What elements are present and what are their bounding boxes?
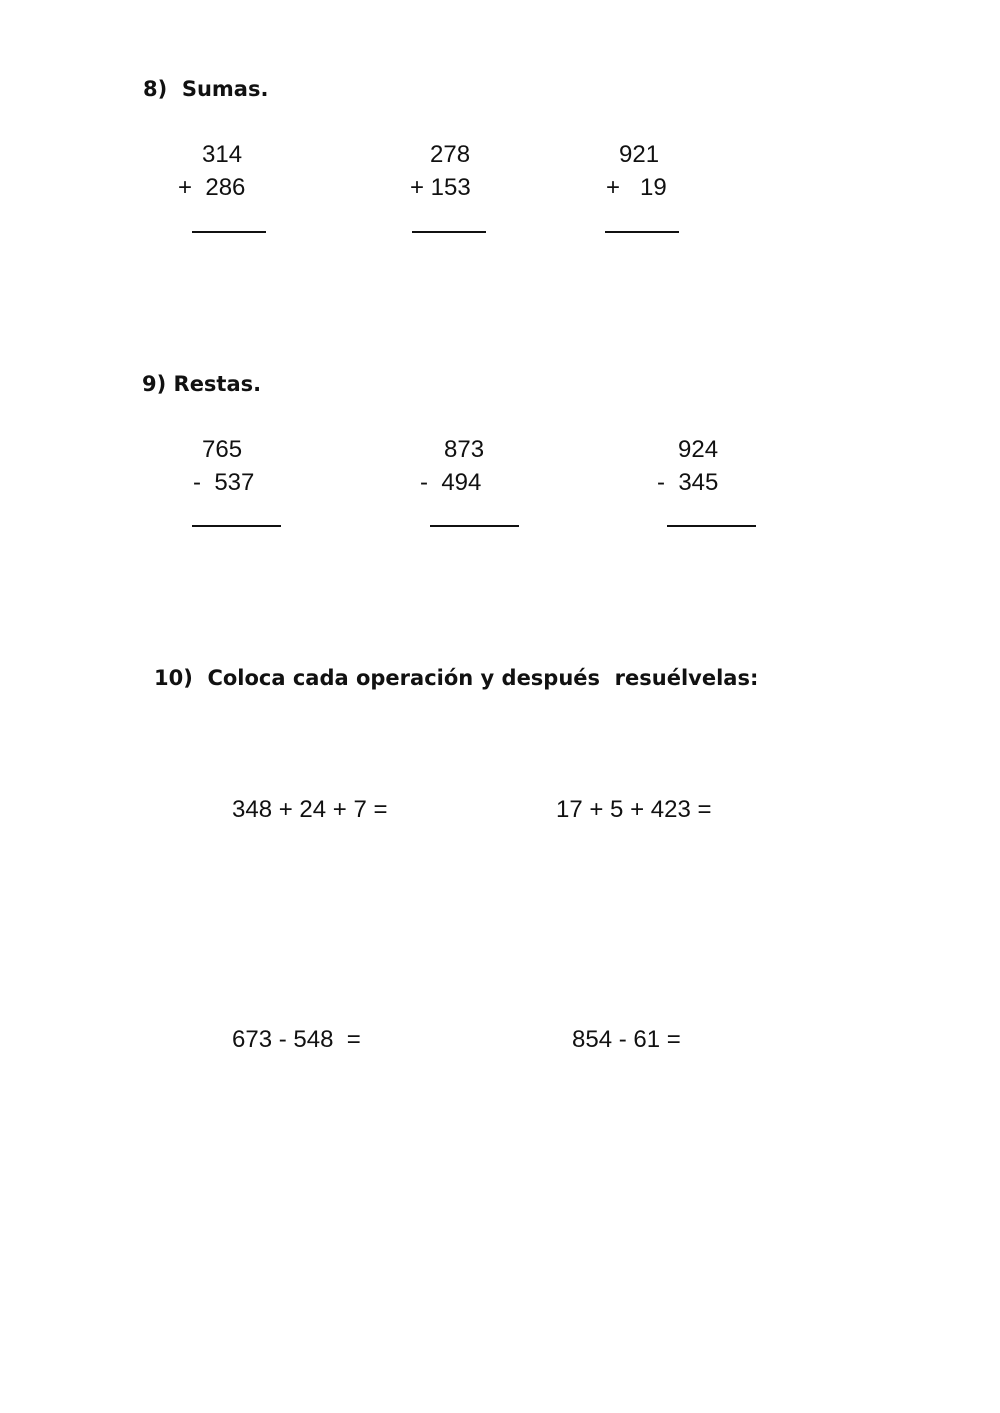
resta-2-answer-line — [430, 525, 519, 527]
resta-2-bottom: - 494 — [420, 469, 482, 496]
suma-1-answer-line — [192, 231, 266, 233]
operacion-2: 17 + 5 + 423 = — [556, 796, 712, 823]
resta-1-top: 765 — [202, 436, 243, 463]
operacion-3: 673 - 548 = — [232, 1026, 361, 1053]
resta-3-top: 924 — [678, 436, 719, 463]
suma-3-bottom: + 19 — [606, 174, 667, 201]
resta-3-answer-line — [667, 525, 756, 527]
suma-3-answer-line — [605, 231, 679, 233]
resta-1-bottom: - 537 — [193, 469, 255, 496]
suma-1-bottom: + 286 — [178, 174, 246, 201]
operacion-1: 348 + 24 + 7 = — [232, 796, 388, 823]
resta-2-top: 873 — [444, 436, 485, 463]
resta-1-answer-line — [192, 525, 281, 527]
sumas-heading: 8) Sumas. — [143, 77, 269, 101]
suma-1-top: 314 — [202, 141, 243, 168]
operacion-4: 854 - 61 = — [572, 1026, 681, 1053]
resta-3-bottom: - 345 — [657, 469, 719, 496]
suma-2-answer-line — [412, 231, 486, 233]
restas-heading: 9) Restas. — [142, 372, 262, 396]
operaciones-heading: 10) Coloca cada operación y después resuélvelas: — [154, 666, 759, 690]
suma-3-top: 921 — [619, 141, 660, 168]
suma-2-top: 278 — [430, 141, 471, 168]
suma-2-bottom: + 153 — [410, 174, 471, 201]
